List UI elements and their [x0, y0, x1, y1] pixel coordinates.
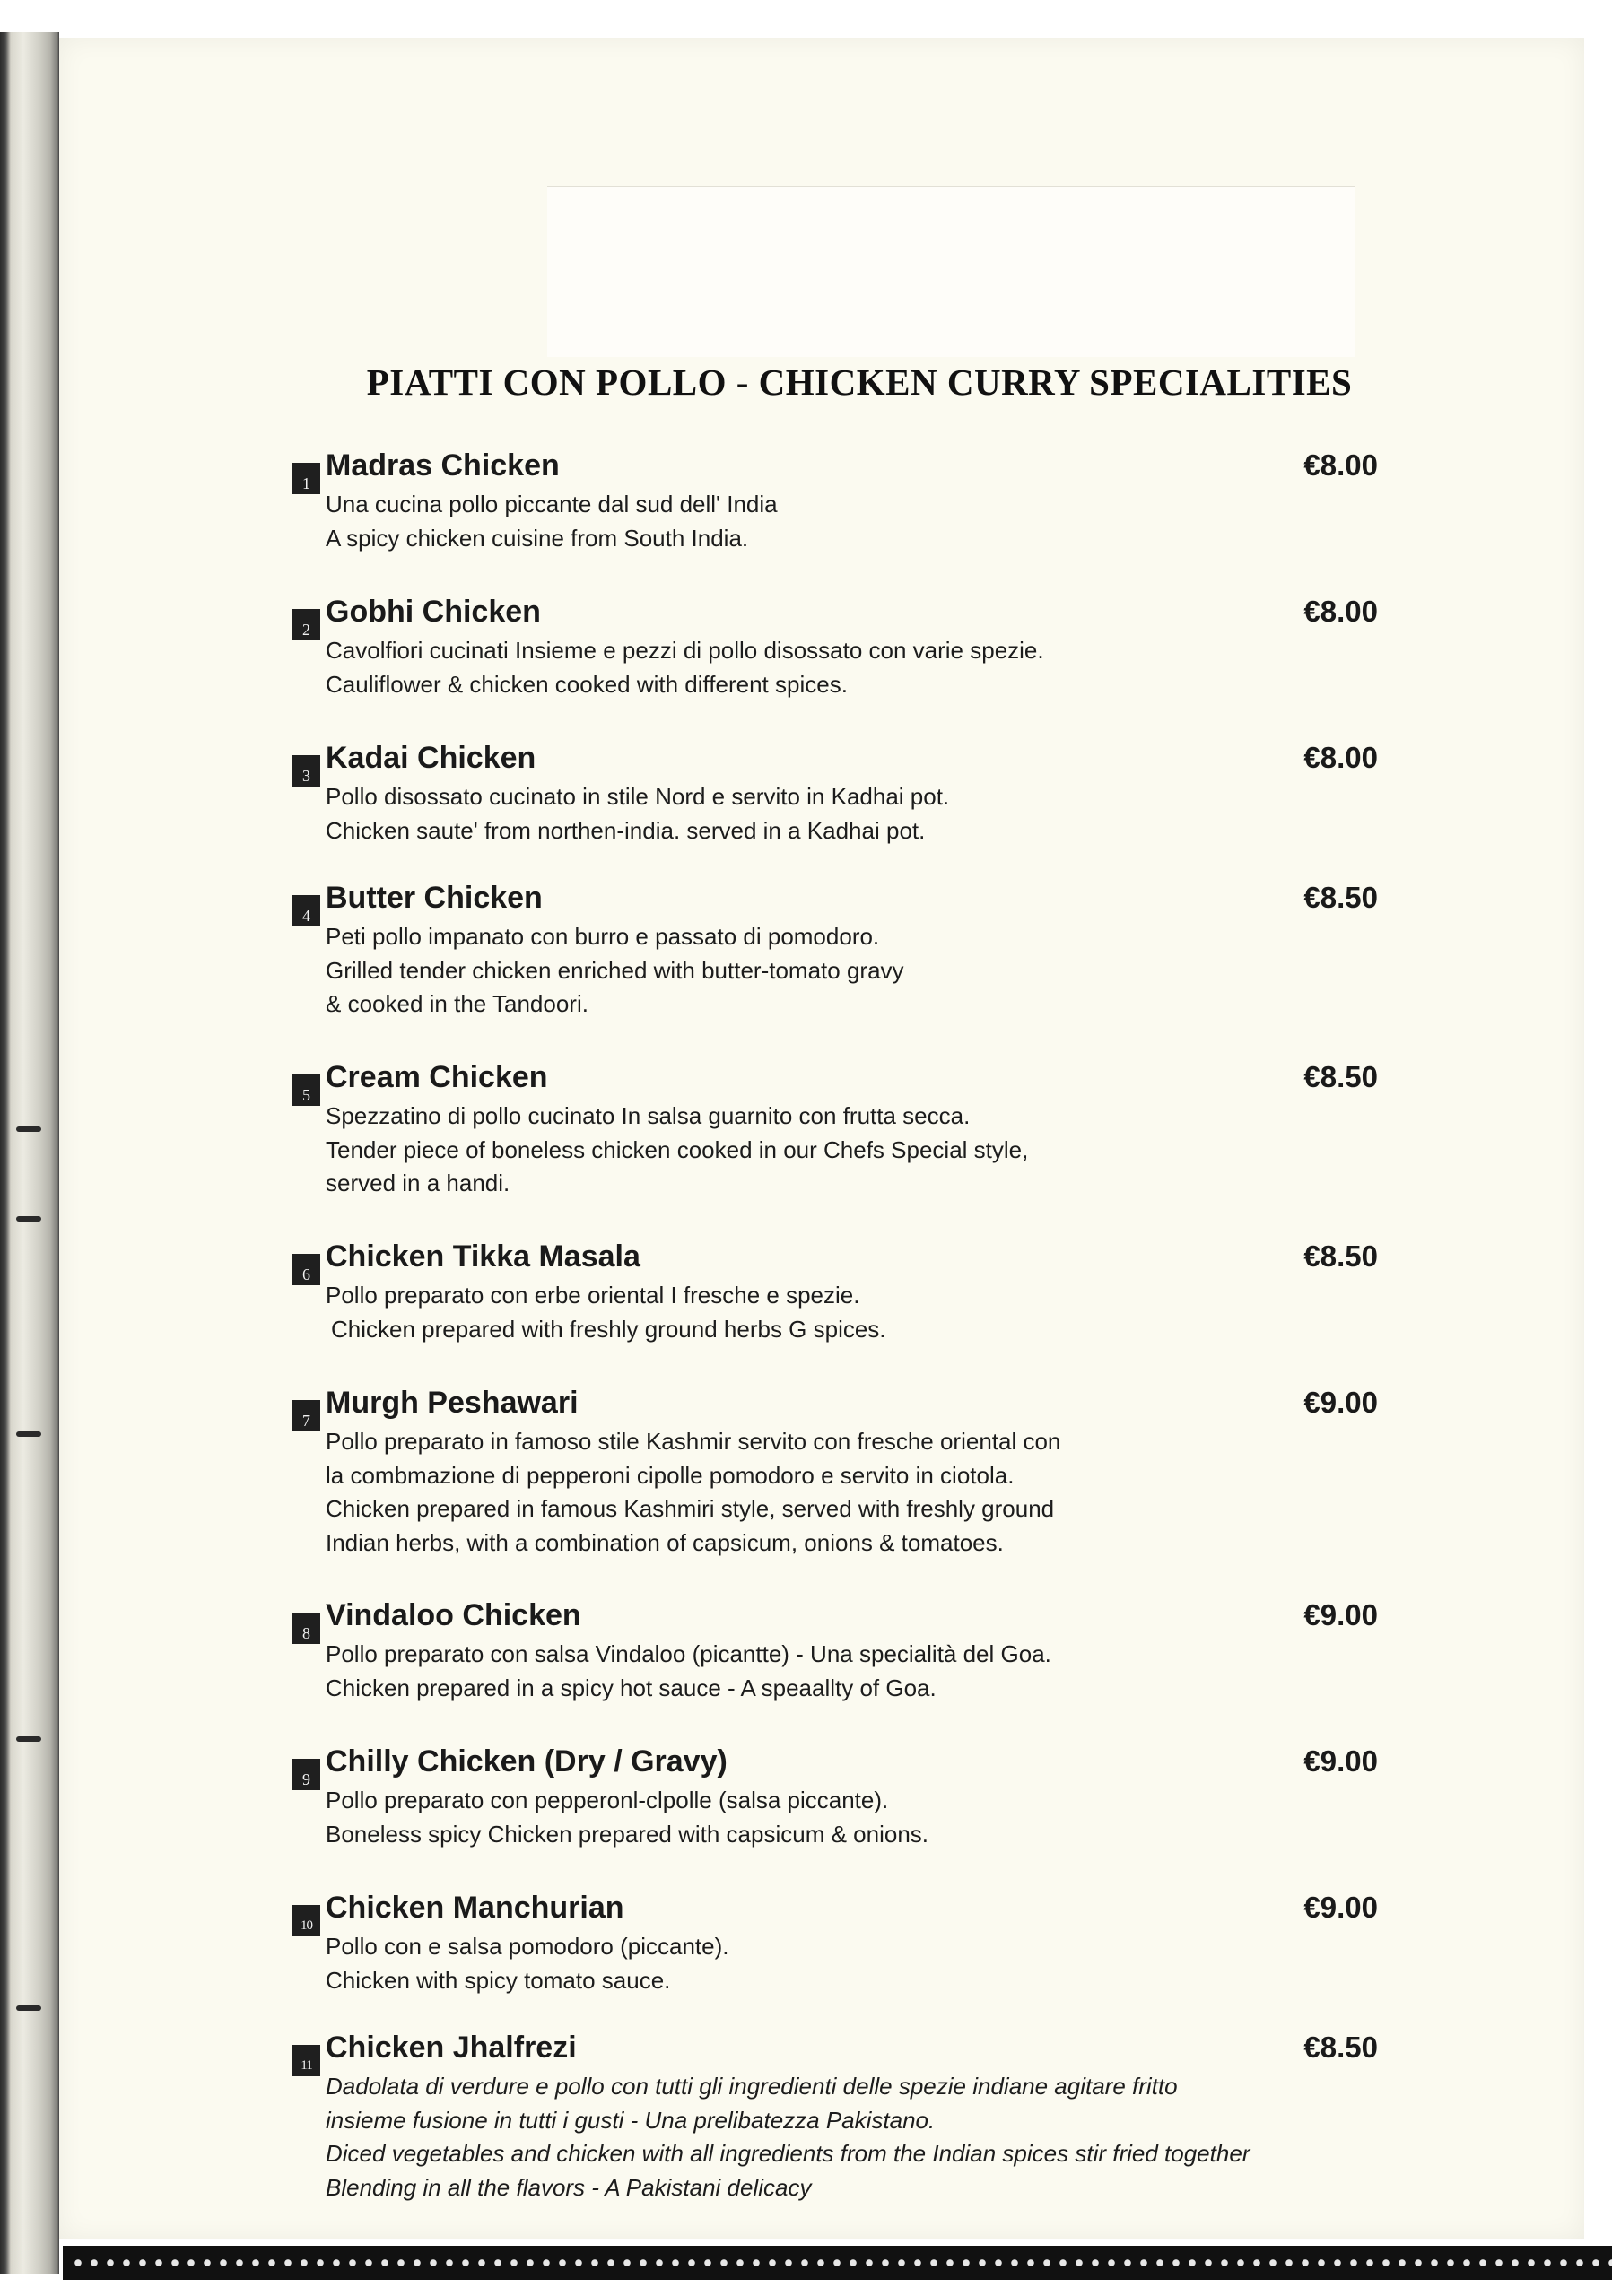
spine-mark: [16, 1126, 41, 1132]
item-name: Vindaloo Chicken: [326, 1598, 581, 1632]
description-line: Chicken saute' from northen-india. served in a Kadhai pot.: [326, 816, 926, 844]
item-number-badge: 6: [292, 1254, 320, 1285]
item-number-badge: 3: [292, 755, 320, 787]
item-name: Chicken Tikka Masala: [326, 1239, 640, 1274]
description-line: Una cucina pollo piccante dal sud dell' India: [326, 491, 778, 517]
item-number-badge: 8: [292, 1613, 320, 1644]
spine-mark: [16, 2005, 41, 2011]
description-line: Boneless spicy Chicken prepared with capsicum & onions.: [326, 1820, 929, 1848]
page-title: PIATTI CON POLLO - CHICKEN CURRY SPECIALITIES: [366, 361, 1353, 403]
item-name: Butter Chicken: [326, 881, 543, 915]
description-line: A spicy chicken cuisine from South India.: [326, 524, 749, 552]
description-line: Cauliflower & chicken cooked with different spices.: [326, 670, 848, 698]
description-line: Chicken prepared with freshly ground herbs G spices.: [331, 1315, 886, 1343]
item-description: [326, 1279, 886, 1346]
item-description: [326, 920, 904, 1022]
item-name: Madras Chicken: [326, 448, 560, 483]
item-name: Kadai Chicken: [326, 741, 536, 775]
description-line: & cooked in the Tandoori.: [326, 990, 588, 1017]
description-line: Pollo preparato con salsa Vindaloo (picantte) - Una specialità del Goa.: [326, 1640, 1051, 1667]
item-price: €9.00: [1303, 1891, 1378, 1924]
item-name: Gobhi Chicken: [326, 595, 541, 629]
item-description: [326, 488, 778, 555]
item-description: [326, 780, 949, 848]
spine-mark: [16, 1431, 41, 1437]
decorative-bottom-band: [63, 2246, 1612, 2280]
item-description: [326, 1930, 728, 1997]
description-line: Pollo preparato con pepperonl-clpolle (salsa piccante).: [326, 1787, 889, 1813]
item-description: [326, 1100, 1028, 1201]
item-price: €9.00: [1303, 1598, 1378, 1631]
description-line: Pollo preparato in famoso stile Kashmir servito con fresche oriental con: [326, 1428, 1061, 1455]
description-line: Pollo con e salsa pomodoro (piccante).: [326, 1933, 729, 1960]
logo-area-blank: [547, 186, 1355, 357]
description-line: Pollo preparato con erbe oriental I fresche e spezie.: [326, 1282, 860, 1309]
description-line: served in a handi.: [326, 1170, 510, 1196]
description-line: Cavolfiori cucinati Insieme e pezzi di pollo disossato con varie spezie.: [326, 637, 1044, 664]
item-number-badge: 5: [292, 1074, 320, 1106]
description-line: Chicken with spicy tomato sauce.: [326, 1966, 671, 1994]
description-line: Peti pollo impanato con burro e passato di pomodoro.: [326, 923, 880, 950]
item-description: [326, 634, 1044, 701]
item-price: €9.00: [1303, 1386, 1378, 1419]
description-line: Tender piece of boneless chicken cooked in our Chefs Special style,: [326, 1135, 1029, 1163]
item-price: €8.00: [1303, 448, 1378, 482]
item-description: [326, 2070, 1250, 2205]
item-description: [326, 1638, 1051, 1705]
item-description: [326, 1425, 1060, 1560]
item-name: Chicken Manchurian: [326, 1891, 624, 1925]
item-name: Chicken Jhalfrezi: [326, 2031, 577, 2065]
item-name: Chilly Chicken (Dry / Gravy): [326, 1744, 728, 1779]
item-number-badge: 7: [292, 1400, 320, 1431]
item-number-badge: 11: [292, 2045, 320, 2076]
item-number-badge: 4: [292, 895, 320, 926]
spine-mark: [16, 1736, 41, 1742]
item-name: Cream Chicken: [326, 1060, 548, 1094]
description-line: Chicken prepared in a spicy hot sauce - A speaallty of Goa.: [326, 1674, 937, 1701]
item-price: €8.50: [1303, 881, 1378, 914]
item-name: Murgh Peshawari: [326, 1386, 579, 1420]
description-line: Chicken prepared in famous Kashmiri style, served with freshly ground: [326, 1495, 1055, 1522]
spine-mark: [16, 1216, 41, 1222]
item-description: [326, 1784, 928, 1851]
description-line: Indian herbs, with a combination of capsicum, onions & tomatoes.: [326, 1528, 1004, 1556]
description-line: Grilled tender chicken enriched with butter-tomato gravy: [326, 956, 904, 984]
item-price: €8.50: [1303, 1239, 1378, 1273]
description-line: Blending in all the flavors - A Pakistani delicacy: [326, 2173, 812, 2201]
description-line: la combmazione di pepperoni cipolle pomodoro e servito in ciotola.: [326, 1461, 1015, 1489]
item-number-badge: 10: [292, 1905, 320, 1936]
item-price: €8.50: [1303, 1060, 1378, 1093]
description-line: Spezzatino di pollo cucinato In salsa guarnito con frutta secca.: [326, 1102, 971, 1129]
item-price: €8.00: [1303, 595, 1378, 628]
description-line: insieme fusione in tutti i gusti - Una prelibatezza Pakistano.: [326, 2106, 936, 2134]
description-line: Diced vegetables and chicken with all ingredients from the Indian spices stir fried together: [326, 2140, 1250, 2167]
item-number-badge: 1: [292, 463, 320, 494]
item-price: €9.00: [1303, 1744, 1378, 1778]
item-price: €8.00: [1303, 741, 1378, 774]
description-line: Pollo disossato cucinato in stile Nord e servito in Kadhai pot.: [326, 783, 950, 810]
description-line: Dadolata di verdure e pollo con tutti gli ingredienti delle spezie indiane agitare fritto: [326, 2073, 1178, 2100]
page-top-edge: [0, 0, 1583, 43]
dot-border: [70, 2257, 1612, 2268]
item-number-badge: 2: [292, 609, 320, 640]
item-number-badge: 9: [292, 1759, 320, 1790]
item-price: €8.50: [1303, 2031, 1378, 2064]
